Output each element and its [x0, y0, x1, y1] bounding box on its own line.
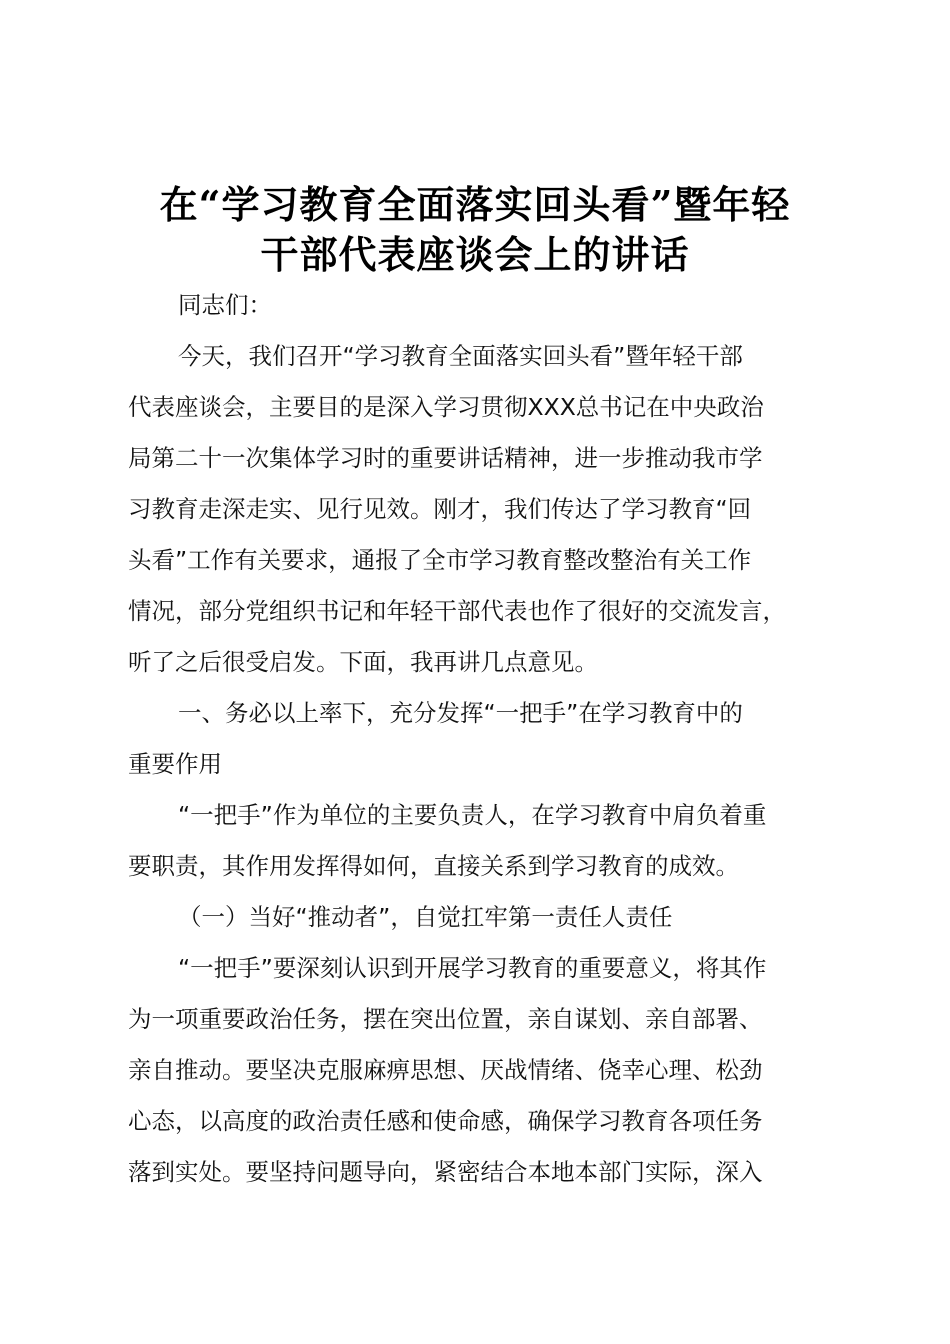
title-line-2: 干部代表座谈会上的讲话: [260, 232, 690, 277]
paragraph-line: 落到实处。要坚持问题导向，紧密结合本地本部门实际，深入: [128, 1158, 763, 1186]
document-title: [100, 180, 850, 280]
title-line-1: 在“学习教育全面落实回头看”暨年轻: [159, 182, 791, 227]
paragraph-line: 心态，以高度的政治责任感和使命感，确保学习教育各项任务: [128, 1107, 763, 1135]
section-heading-line: 重要作用: [128, 750, 222, 778]
paragraph-line: 亲自推动。要坚决克服麻痹思想、厌战情绪、侥幸心理、松劲: [128, 1056, 763, 1084]
paragraph-line: 代表座谈会，主要目的是深入学习贯彻XXX总书记在中央政治: [128, 393, 764, 421]
paragraph-line: 听了之后很受启发。下面，我再讲几点意见。: [128, 648, 598, 676]
paragraph-line: 习教育走深走实、见行见效。刚才，我们传达了学习教育“回: [128, 495, 752, 523]
paragraph-line: 今天，我们召开“学习教育全面落实回头看”暨年轻干部: [178, 342, 743, 370]
paragraph-line: “一把手”要深刻认识到开展学习教育的重要意义，将其作: [178, 954, 767, 982]
paragraph-line: 情况，部分党组织书记和年轻干部代表也作了很好的交流发言，: [128, 597, 786, 625]
subsection-heading: （一）当好“推动者”，自觉扛牢第一责任人责任: [178, 903, 673, 931]
paragraph-line: 要职责，其作用发挥得如何，直接关系到学习教育的成效。: [128, 852, 739, 880]
document-body: [128, 280, 833, 1198]
paragraph-line: 局第二十一次集体学习时的重要讲话精神，进一步推动我市学: [128, 444, 763, 472]
paragraph-line: 为一项重要政治任务，摆在突出位置，亲自谋划、亲自部署、: [128, 1005, 763, 1033]
section-heading-line: 一、务必以上率下，充分发挥“一把手”在学习教育中的: [178, 699, 743, 727]
paragraph-line: “一把手”作为单位的主要负责人，在学习教育中肩负着重: [178, 801, 767, 829]
salutation: 同志们：: [178, 291, 272, 319]
paragraph-line: 头看”工作有关要求，通报了全市学习教育整改整治有关工作: [128, 546, 752, 574]
